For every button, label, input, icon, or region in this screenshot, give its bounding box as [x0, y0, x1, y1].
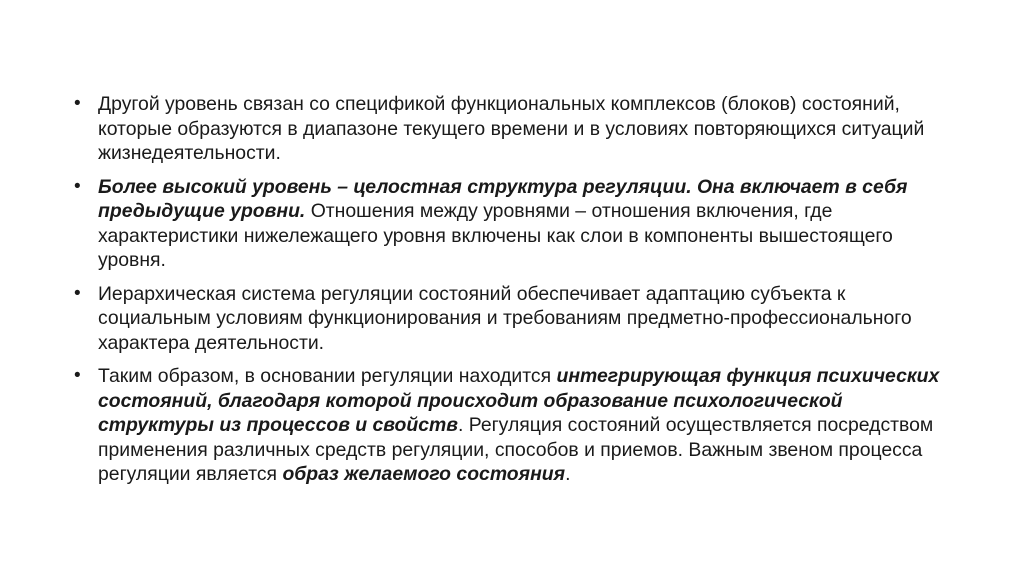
bullet-list — [74, 92, 954, 496]
bullet-text: Отношения между уровнями – отношения включения, где характеристики нижележащего уровня включены как слои в компоненты вышестоящего уровня. — [98, 200, 893, 271]
bullet-text: Таким образом, в основании регуляции находится — [98, 365, 557, 387]
bullet-text: Иерархическая система регуляции состояний обеспечивает адаптацию субъекта к социальным условиям функционирования и требованиям предметно-профессионального характера деятельности. — [98, 282, 912, 354]
bullet-marker: • — [74, 175, 81, 197]
emphasized-text: интегрирующая функция психических состояний, благодаря которой происходит образование психологической структуры из процессов и свойств — [98, 365, 940, 436]
bullet-text: . — [565, 463, 571, 485]
bullet-marker: • — [74, 282, 81, 304]
bullet-item — [74, 92, 954, 166]
emphasized-text: образ желаемого состояния — [282, 463, 566, 485]
bullet-marker: • — [74, 365, 81, 386]
bullet-text: . Регуляция состояний осуществляется посредством применения различных средств регуляции, способов и приемов. Важным звеном процесса регуляции является — [98, 414, 934, 485]
emphasized-text: Более высокий уровень – целостная структура регуляции. Она включает в себя предыдущие уровни. — [98, 175, 908, 222]
bullet-item — [74, 175, 954, 273]
bullet-text: Другой уровень связан со спецификой функциональных комплексов (блоков) состояний, которые образуются в диапазоне текущего времени и в условиях повторяющихся ситуаций жизнедеятельности. — [98, 93, 925, 164]
bullet-item — [74, 364, 954, 487]
bullet-item — [74, 282, 954, 356]
bullet-marker: • — [74, 93, 81, 114]
